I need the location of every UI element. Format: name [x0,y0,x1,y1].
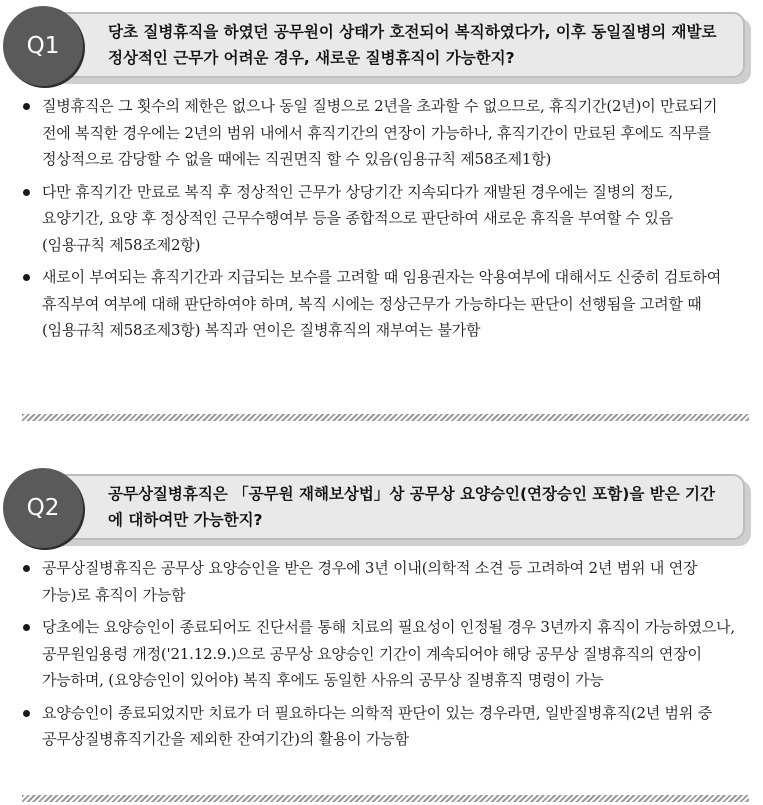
bullet-icon [23,624,30,631]
answer-item [20,93,735,173]
answer-list [20,555,735,759]
bullet-icon [23,103,30,110]
answer-item [20,700,735,753]
answer-list [20,93,735,350]
question-text: 공무상질병휴직은 「공무원 재해보상법」상 공무상 요양승인(연장승인 포함)을 받은 기간에 대하여만 가능한지? [108,485,715,529]
section-divider [22,795,749,802]
answer-item [20,179,735,259]
answer-text: 질병휴직은 그 횟수의 제한은 없으나 동일 질병으로 2년을 초과할 수 없으므로, 휴직기간(2년)이 만료되기 전에 복직한 경우에는 2년의 범위 내에서 휴직기간의 연장이 가능하나, 휴직기간이 만료된 후에도 직무를 정상적으로 감당할 수 없을 때에는 직권면직 할 수 있음(임용규칙 제58조제1항) [42,97,718,168]
answer-text: 다만 휴직기간 만료로 복직 후 정상적인 근무가 상당기간 지속되다가 재발된 경우에는 질병의 정도, 요양기간, 요양 후 정상적인 근무수행여부 등을 종합적으로 판단하여 새로운 휴직을 부여할 수 있음(임용규칙 제58조제2항) [42,182,673,254]
answer-item [20,555,735,608]
answer-item [20,614,735,694]
answer-text: 새로이 부여되는 휴직기간과 지급되는 보수를 고려할 때 임용권자는 악용여부에 대해서도 신중히 검토하여 휴직부여 여부에 대해 판단하여야 하며, 복직 시에는 정상근무가 가능하다는 판단이 선행됨을 고려할 때(임용규칙 제58조제3항) 복직과 연이은 질병휴직의 재부여는 불가함 [42,268,722,339]
answer-item [20,264,735,344]
answer-text: 공무상질병휴직은 공무상 요양승인을 받은 경우에 3년 이내(의학적 소견 등 고려하여 2년 범위 내 연장 가능)로 휴직이 가능함 [42,559,698,604]
answer-text: 당초에는 요양승인이 종료되어도 진단서를 통해 치료의 필요성이 인정될 경우 3년까지 휴직이 가능하였으나, 공무원임용령 개정('21.12.9.)으로 공무상 요양승인 기간이 계속되어야 해당 공무상 질병휴직의 연장이 가능하며, (요양승인이 있어야) 복직 후에도 동일한 사유의 공무상 질병휴직 명령이 가능 [42,618,735,689]
section-divider [22,414,749,421]
question-number-badge: Q2 [3,468,83,548]
bullet-icon [23,710,30,717]
question-header [0,462,763,554]
bullet-icon [23,565,30,572]
question-header [0,0,763,92]
question-text: 당초 질병휴직을 하였던 공무원이 상태가 호전되어 복직하였다가, 이후 동일질병의 재발로 정상적인 근무가 어려운 경우, 새로운 질병휴직이 가능한지? [108,23,717,67]
answer-text: 요양승인이 종료되었지만 치료가 더 필요하다는 의학적 판단이 있는 경우라면, 일반질병휴직(2년 범위 중 공무상질병휴직기간을 제외한 잔여기간)의 활용이 가능함 [42,703,712,748]
question-number-badge: Q1 [3,6,83,86]
bullet-icon [23,274,30,281]
bullet-icon [23,189,30,196]
